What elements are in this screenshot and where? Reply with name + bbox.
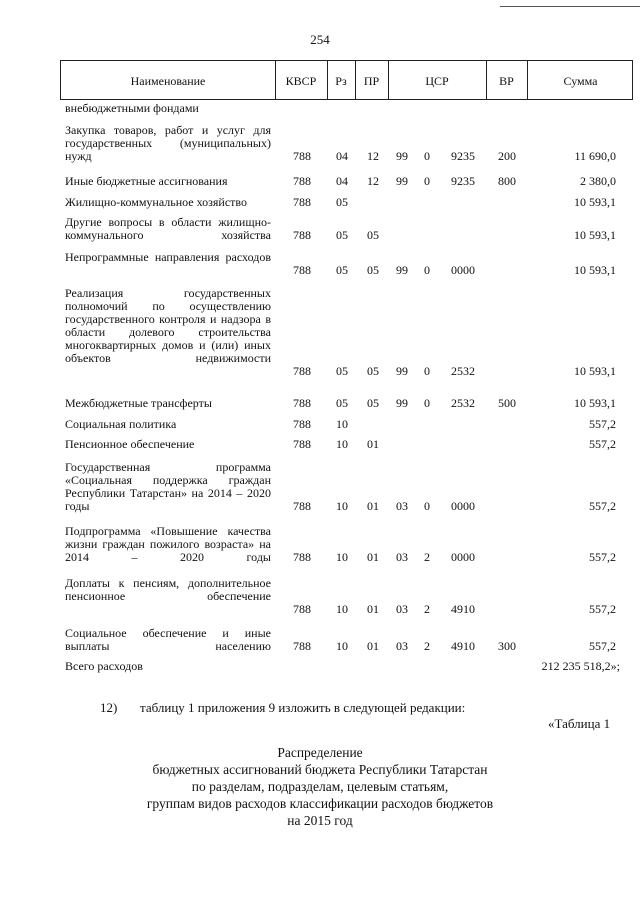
- cell-csr-a: 99: [396, 396, 408, 410]
- cell-csr-a: 03: [396, 639, 408, 653]
- cell-csr-c: 2532: [451, 364, 475, 378]
- title-line: на 2015 год: [287, 813, 353, 828]
- table-reference: «Таблица 1: [548, 716, 611, 731]
- cell-csr-c: 4910: [451, 602, 475, 616]
- cell-sum: 557,2: [589, 499, 616, 513]
- cell-rz: 05: [336, 364, 348, 378]
- header-sum: Сумма: [563, 74, 598, 88]
- cell-csr-b: 0: [424, 149, 430, 163]
- cell-csr-a: 03: [396, 602, 408, 616]
- table-header: [60, 60, 633, 100]
- cell-csr-a: 03: [396, 499, 408, 513]
- cell-vr: 300: [498, 639, 516, 653]
- header-vr: ВР: [499, 74, 514, 88]
- cell-kvsr: 788: [293, 417, 311, 431]
- cell-kvsr: 788: [293, 639, 311, 653]
- cell-rz: 10: [336, 602, 348, 616]
- table-row: [0, 216, 640, 242]
- row-name: Закупка товаров, работ и услуг для государственных (муниципальных) нужд: [65, 123, 271, 163]
- cell-csr-c: 0000: [451, 550, 475, 564]
- table-row: [0, 175, 640, 188]
- cell-vr: 200: [498, 149, 516, 163]
- row-name: Социальная политика: [65, 417, 177, 431]
- cell-rz: 04: [336, 174, 348, 188]
- cell-csr-b: 0: [424, 396, 430, 410]
- cell-pr: 12: [367, 149, 379, 163]
- cell-rz: 10: [336, 417, 348, 431]
- cell-csr-b: 0: [424, 263, 430, 277]
- table-row: [0, 124, 640, 163]
- cell-pr: 12: [367, 174, 379, 188]
- cell-rz: 05: [336, 195, 348, 209]
- table-row: [0, 397, 640, 410]
- total-value: 212 235 518,2»;: [541, 659, 620, 673]
- cell-vr: 500: [498, 396, 516, 410]
- cell-pr: 01: [367, 550, 379, 564]
- cell-sum: 557,2: [589, 550, 616, 564]
- cell-sum: 10 593,1: [574, 263, 616, 277]
- row-name: Реализация государственных полномочий по осуществлению государственного контроля и надзора в области долевого строительства многоквартирных домов и (или) иных объектов недвижимости: [65, 286, 271, 365]
- cell-csr-b: 2: [424, 602, 430, 616]
- cell-pr: 05: [367, 228, 379, 242]
- row-name: Другие вопросы в области жилищно-коммунального хозяйства: [65, 215, 271, 242]
- cell-sum: 10 593,1: [574, 228, 616, 242]
- cell-rz: 04: [336, 149, 348, 163]
- header-pr: ПР: [363, 74, 380, 88]
- total-row: [0, 660, 640, 673]
- row-name: Подпрограмма «Повышение качества жизни граждан пожилого возраста» на 2014 – 2020 годы: [65, 524, 271, 564]
- cell-vr: 800: [498, 174, 516, 188]
- cell-csr-a: 99: [396, 263, 408, 277]
- cell-csr-b: 0: [424, 364, 430, 378]
- cell-rz: 05: [336, 263, 348, 277]
- table-row: [0, 287, 640, 378]
- continuation-text: внебюджетными фондами: [65, 101, 199, 115]
- cell-sum: 557,2: [589, 639, 616, 653]
- row-name: Социальное обеспечение и иные выплаты населению: [65, 626, 271, 653]
- row-name: Государственная программа «Социальная поддержка граждан Республики Татарстан» на 2014 – 2020 годы: [65, 460, 271, 513]
- cell-kvsr: 788: [293, 602, 311, 616]
- cell-csr-c: 0000: [451, 499, 475, 513]
- cell-pr: 05: [367, 396, 379, 410]
- title-line: Распределение: [277, 745, 363, 760]
- cell-csr-a: 99: [396, 174, 408, 188]
- title-line: по разделам, подразделам, целевым статьям,: [191, 779, 449, 794]
- top-edge-line: [500, 6, 640, 7]
- cell-pr: 01: [367, 437, 379, 451]
- table-row: [0, 196, 640, 209]
- title-line: группам видов расходов классификации расходов бюджетов: [146, 796, 494, 811]
- cell-kvsr: 788: [293, 228, 311, 242]
- cell-kvsr: 788: [293, 364, 311, 378]
- cell-kvsr: 788: [293, 195, 311, 209]
- cell-sum: 11 690,0: [574, 149, 616, 163]
- row-name: Непрограммные направления расходов: [65, 250, 271, 264]
- cell-csr-b: 0: [424, 499, 430, 513]
- cell-sum: 2 380,0: [580, 174, 616, 188]
- header-name: Наименование: [130, 74, 206, 88]
- table-row: [0, 438, 640, 451]
- cell-csr-c: 4910: [451, 639, 475, 653]
- cell-rz: 10: [336, 639, 348, 653]
- paragraph-text: таблицу 1 приложения 9 изложить в следующей редакции:: [140, 700, 466, 715]
- page-number: 254: [310, 32, 330, 47]
- cell-kvsr: 788: [293, 396, 311, 410]
- paragraph-number: 12): [100, 700, 118, 715]
- cell-kvsr: 788: [293, 550, 311, 564]
- cell-pr: 01: [367, 639, 379, 653]
- cell-kvsr: 788: [293, 174, 311, 188]
- table-row: [0, 418, 640, 431]
- table-row: [0, 461, 640, 513]
- cell-sum: 557,2: [589, 602, 616, 616]
- cell-csr-c: 9235: [451, 149, 475, 163]
- table-row: [0, 577, 640, 616]
- row-name: Пенсионное обеспечение: [65, 437, 195, 451]
- cell-rz: 05: [336, 228, 348, 242]
- table-row: [0, 627, 640, 653]
- cell-sum: 10 593,1: [574, 195, 616, 209]
- cell-csr-b: 2: [424, 639, 430, 653]
- cell-sum: 10 593,1: [574, 364, 616, 378]
- cell-kvsr: 788: [293, 263, 311, 277]
- cell-pr: 01: [367, 499, 379, 513]
- cell-csr-c: 2532: [451, 396, 475, 410]
- row-name: Доплаты к пенсиям, дополнительное пенсионное обеспечение: [65, 576, 271, 603]
- total-label: Всего расходов: [65, 659, 143, 673]
- cell-pr: 05: [367, 263, 379, 277]
- cell-csr-c: 0000: [451, 263, 475, 277]
- cell-csr-b: 0: [424, 174, 430, 188]
- cell-csr-a: 99: [396, 149, 408, 163]
- section-title: [0, 744, 640, 829]
- header-kvsr: КВСР: [285, 74, 317, 88]
- paragraph: [100, 700, 465, 716]
- cell-sum: 557,2: [589, 437, 616, 451]
- row-name: Межбюджетные трансферты: [65, 396, 212, 410]
- cell-pr: 05: [367, 364, 379, 378]
- cell-rz: 10: [336, 437, 348, 451]
- table-row: [0, 251, 640, 277]
- cell-kvsr: 788: [293, 499, 311, 513]
- cell-sum: 557,2: [589, 417, 616, 431]
- row-name: Иные бюджетные ассигнования: [65, 174, 228, 188]
- header-csr: ЦСР: [425, 74, 449, 88]
- cell-pr: 01: [367, 602, 379, 616]
- row-name: Жилищно-коммунальное хозяйство: [65, 195, 248, 209]
- cell-csr-a: 03: [396, 550, 408, 564]
- header-rz: Рз: [335, 74, 347, 88]
- cell-rz: 05: [336, 396, 348, 410]
- title-line: бюджетных ассигнований бюджета Республики Татарстан: [152, 762, 488, 777]
- cell-kvsr: 788: [293, 149, 311, 163]
- cell-csr-c: 9235: [451, 174, 475, 188]
- cell-csr-b: 2: [424, 550, 430, 564]
- table-row: [0, 525, 640, 564]
- cell-csr-a: 99: [396, 364, 408, 378]
- cell-rz: 10: [336, 550, 348, 564]
- cell-kvsr: 788: [293, 437, 311, 451]
- cell-sum: 10 593,1: [574, 396, 616, 410]
- cell-rz: 10: [336, 499, 348, 513]
